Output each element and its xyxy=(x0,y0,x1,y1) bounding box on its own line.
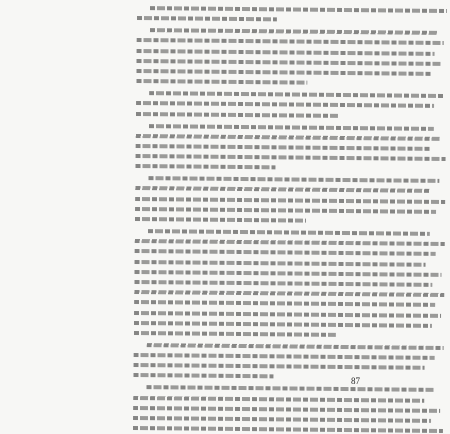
text-line xyxy=(134,353,435,360)
text-line xyxy=(135,164,275,169)
paragraph xyxy=(133,385,444,434)
text-line xyxy=(134,280,432,287)
text-line xyxy=(134,300,435,307)
text-line xyxy=(136,154,446,161)
text-line xyxy=(134,270,441,277)
text-line xyxy=(136,144,431,151)
text-line xyxy=(133,426,443,433)
text-line xyxy=(133,373,273,378)
paragraph xyxy=(136,91,446,118)
paragraph xyxy=(137,6,447,23)
text-line xyxy=(135,239,445,246)
text-line xyxy=(133,396,424,403)
page-number: 87 xyxy=(351,376,360,386)
text-line xyxy=(147,343,444,350)
text-line xyxy=(149,124,434,131)
text-line xyxy=(134,290,444,297)
text-line xyxy=(150,28,438,35)
text-line xyxy=(135,249,436,256)
text-line xyxy=(149,91,443,98)
text-line xyxy=(136,79,307,85)
text-line xyxy=(133,406,440,413)
text-line xyxy=(137,16,277,21)
text-line xyxy=(135,207,436,214)
text-line xyxy=(136,69,431,76)
text-line xyxy=(134,321,432,328)
text-line xyxy=(148,229,430,236)
text-line xyxy=(137,49,435,56)
text-line xyxy=(136,59,440,66)
text-line xyxy=(136,134,440,141)
paragraph xyxy=(135,123,445,171)
text-line xyxy=(135,260,426,267)
text-line xyxy=(133,416,431,423)
text-line xyxy=(134,310,441,317)
paragraph xyxy=(133,343,443,381)
text-line xyxy=(136,101,434,108)
text-line xyxy=(135,217,306,223)
paragraph xyxy=(135,176,445,224)
text-line xyxy=(136,111,338,117)
text-line xyxy=(137,38,444,45)
text-line xyxy=(135,186,430,193)
text-block xyxy=(132,6,447,434)
text-line xyxy=(150,6,447,13)
paragraph xyxy=(134,229,445,338)
text-line xyxy=(134,331,336,337)
paragraph xyxy=(136,28,447,86)
text-line xyxy=(148,176,439,183)
text-line xyxy=(146,386,434,393)
text-line xyxy=(134,363,425,370)
text-line xyxy=(135,197,445,204)
